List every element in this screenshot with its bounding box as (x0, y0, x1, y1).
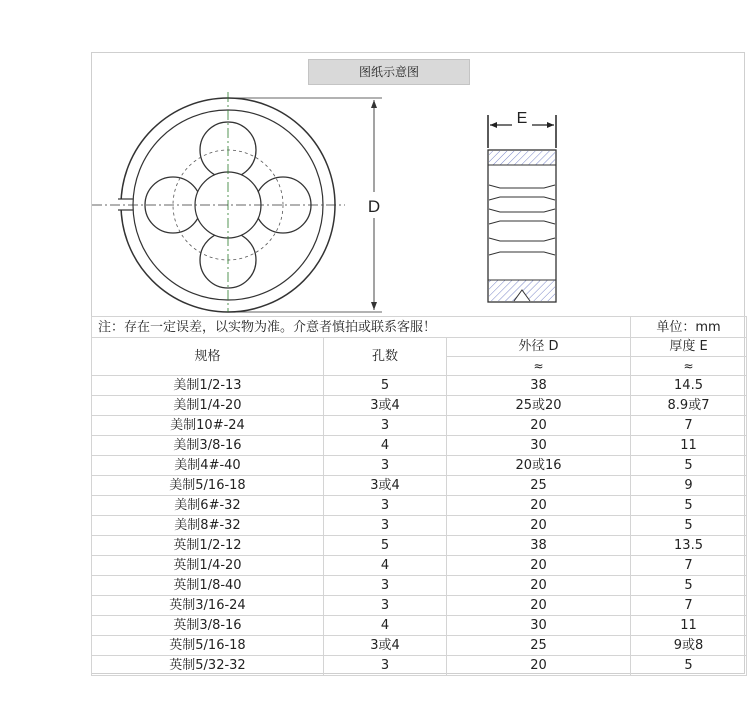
dimension-e-label: E (516, 110, 528, 127)
cell-holes: 3 (324, 576, 447, 596)
front-view (92, 92, 384, 312)
cell-diameter: 25或20 (447, 396, 631, 416)
cell-holes: 5 (324, 536, 447, 556)
cell-spec: 英制5/32-32 (92, 656, 324, 676)
header-holes: 孔数 (324, 338, 447, 376)
table-row (92, 476, 747, 496)
table-row (92, 576, 747, 596)
cell-thickness: 9 (631, 476, 747, 496)
cell-holes: 3 (324, 456, 447, 476)
cell-spec: 美制6#-32 (92, 496, 324, 516)
table-row (92, 536, 747, 556)
cell-thickness: 5 (631, 576, 747, 596)
cell-diameter: 20 (447, 656, 631, 676)
cell-thickness: 5 (631, 456, 747, 476)
cell-thickness: 14.5 (631, 376, 747, 396)
cell-holes: 4 (324, 556, 447, 576)
cell-thickness: 8.9或7 (631, 396, 747, 416)
cell-holes: 4 (324, 436, 447, 456)
header-outer-diameter: 外径 D (447, 338, 631, 357)
table-row (92, 376, 747, 396)
cell-thickness: 13.5 (631, 536, 747, 556)
header-approx-e: ≈ (631, 357, 747, 376)
table-row (92, 436, 747, 456)
cell-diameter: 30 (447, 616, 631, 636)
cell-diameter: 20 (447, 416, 631, 436)
header-spec: 规格 (92, 338, 324, 376)
cell-diameter: 38 (447, 536, 631, 556)
diagram-title: 图纸示意图 (308, 59, 470, 85)
cell-diameter: 20 (447, 516, 631, 536)
cell-thickness: 7 (631, 596, 747, 616)
cell-spec: 英制3/8-16 (92, 616, 324, 636)
cell-spec: 美制8#-32 (92, 516, 324, 536)
table-row (92, 416, 747, 436)
table-row (92, 396, 747, 416)
cell-thickness: 5 (631, 496, 747, 516)
note-row (92, 317, 747, 338)
cell-spec: 英制1/4-20 (92, 556, 324, 576)
cell-holes: 3 (324, 596, 447, 616)
cell-thickness: 5 (631, 516, 747, 536)
cell-spec: 美制1/4-20 (92, 396, 324, 416)
cell-diameter: 20 (447, 556, 631, 576)
cell-holes: 3 (324, 516, 447, 536)
cell-thickness: 5 (631, 656, 747, 676)
side-view (488, 106, 556, 302)
cell-holes: 3 (324, 496, 447, 516)
cell-diameter: 38 (447, 376, 631, 396)
cell-diameter: 20或16 (447, 456, 631, 476)
cell-spec: 英制1/2-12 (92, 536, 324, 556)
table-row (92, 636, 747, 656)
cell-thickness: 7 (631, 416, 747, 436)
table-row (92, 596, 747, 616)
cell-spec: 英制1/8-40 (92, 576, 324, 596)
cell-holes: 3或4 (324, 476, 447, 496)
cell-holes: 4 (324, 616, 447, 636)
unit-label: 单位：mm (631, 317, 747, 338)
cell-spec: 英制3/16-24 (92, 596, 324, 616)
table-row (92, 516, 747, 536)
spec-table (91, 316, 747, 676)
cell-spec: 美制1/2-13 (92, 376, 324, 396)
cell-thickness: 11 (631, 616, 747, 636)
cell-diameter: 30 (447, 436, 631, 456)
cell-holes: 3 (324, 416, 447, 436)
dimension-d-label: D (367, 197, 381, 216)
cell-diameter: 20 (447, 576, 631, 596)
cell-holes: 3 (324, 656, 447, 676)
header-approx-d: ≈ (447, 357, 631, 376)
cell-holes: 5 (324, 376, 447, 396)
table-row (92, 616, 747, 636)
cell-diameter: 20 (447, 596, 631, 616)
cell-thickness: 9或8 (631, 636, 747, 656)
cell-holes: 3或4 (324, 636, 447, 656)
header-thickness: 厚度 E (631, 338, 747, 357)
cell-spec: 美制3/8-16 (92, 436, 324, 456)
disclaimer-note: 注：存在一定误差，以实物为准。介意者慎拍或联系客服！ (92, 317, 631, 338)
cell-holes: 3或4 (324, 396, 447, 416)
die-drawing (0, 0, 750, 320)
table-row (92, 456, 747, 476)
cell-diameter: 25 (447, 476, 631, 496)
cell-spec: 英制5/16-18 (92, 636, 324, 656)
cell-thickness: 7 (631, 556, 747, 576)
cell-diameter: 25 (447, 636, 631, 656)
cell-spec: 美制4#-40 (92, 456, 324, 476)
cell-spec: 美制10#-24 (92, 416, 324, 436)
cell-spec: 美制5/16-18 (92, 476, 324, 496)
table-row (92, 556, 747, 576)
cell-diameter: 20 (447, 496, 631, 516)
cell-thickness: 11 (631, 436, 747, 456)
table-row (92, 656, 747, 676)
table-row (92, 496, 747, 516)
header-row (92, 338, 747, 357)
